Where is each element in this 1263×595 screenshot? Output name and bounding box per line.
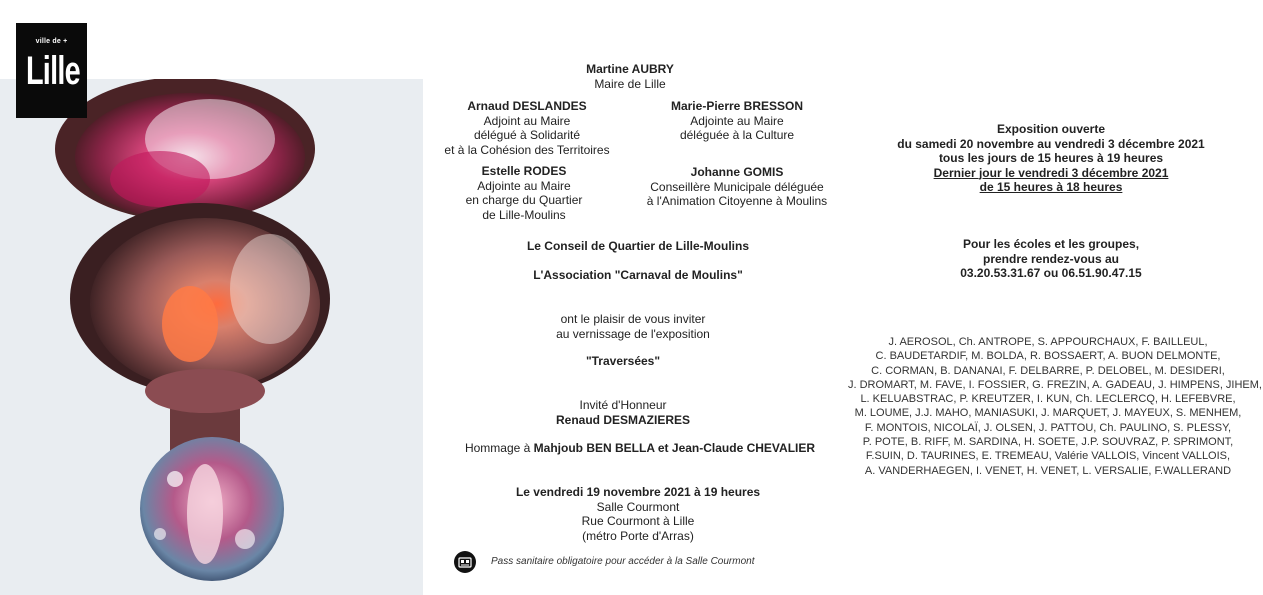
exhibition-title: "Traversées" xyxy=(585,354,661,368)
opening-line: du samedi 20 novembre au vendredi 3 décembre 2021 xyxy=(897,136,1205,151)
artists-line: F. MONTOIS, NICOLAÏ, J. OLSEN, J. PATTOU, Ch. PAULINO, S. PLESSY, xyxy=(864,421,1232,434)
groups-block xyxy=(926,237,1176,281)
deputy-line: en charge du Quartier xyxy=(465,193,583,207)
mayor-block xyxy=(570,62,690,91)
lille-logo xyxy=(16,23,87,118)
guest-name: Renaud DESMAZIERES xyxy=(555,412,690,427)
artists-line: L. KELUABSTRAC, P. KREUTZER, I. KUN, Ch. LECLERCQ, H. LEFEBVRE, xyxy=(860,393,1236,406)
guest-block xyxy=(543,398,703,427)
deputy-line: de Lille-Moulins xyxy=(482,207,566,222)
deputy-deslandes xyxy=(427,99,627,157)
last-day-line: Dernier jour le vendredi 3 décembre 2021 xyxy=(933,165,1169,180)
deputy-name: Arnaud DESLANDES xyxy=(467,99,587,113)
artists-line: J. AEROSOL, Ch. ANTROPE, S. APPOURCHAUX, F. BAILLEUL, xyxy=(888,336,1208,348)
artwork-image xyxy=(0,79,423,595)
deputy-gomis xyxy=(627,165,847,209)
deputy-name: Johanne GOMIS xyxy=(690,165,784,179)
artists-line: C. BAUDETARDIF, M. BOLDA, R. BOSSAERT, A. BUON DELMONTE, xyxy=(875,350,1221,363)
tribute-prefix: Hommage à xyxy=(464,441,534,455)
artists-list xyxy=(848,335,1262,478)
logo-big-text: Lille xyxy=(25,49,80,93)
deputy-line: Adjointe au Maire xyxy=(477,178,571,193)
deputy-line: Adjoint au Maire xyxy=(483,113,571,128)
deputy-bresson xyxy=(647,99,827,143)
deputy-line: à l'Animation Citoyenne à Moulins xyxy=(646,194,828,208)
invite-line: au vernissage de l'exposition xyxy=(556,326,710,341)
tribute-line xyxy=(440,441,840,456)
venue-line: Salle Courmont xyxy=(596,499,680,514)
association-name: L'Association "Carnaval de Moulins" xyxy=(533,268,743,282)
artists-line: P. POTE, B. RIFF, M. SARDINA, H. SOETE, J.P. SOUVRAZ, P. SPRIMONT, xyxy=(862,436,1234,449)
deputy-line: Conseillère Municipale déléguée xyxy=(650,179,824,194)
artists-line: J. DROMART, M. FAVE, I. FOSSIER, G. FREZIN, A. GADEAU, J. HIMPENS, JIHEM, xyxy=(848,378,1262,391)
deputy-rodes xyxy=(444,164,604,222)
invite-line: ont le plaisir de vous inviter xyxy=(560,312,706,326)
deputy-name: Estelle RODES xyxy=(481,164,567,178)
tribute-names: Mahjoub BEN BELLA et Jean-Claude CHEVALIER xyxy=(533,441,816,455)
venue-line: Rue Courmont à Lille xyxy=(581,514,695,528)
deputy-line: Adjointe au Maire xyxy=(690,113,784,128)
mayor-role: Maire de Lille xyxy=(594,76,666,91)
event-block xyxy=(498,485,778,543)
opening-line: tous les jours de 15 heures à 19 heures xyxy=(938,151,1164,165)
deputy-line: délégué à Solidarité xyxy=(473,128,581,142)
deputy-line: déléguée à la Culture xyxy=(679,128,795,142)
guest-label: Invité d'Honneur xyxy=(579,398,667,412)
deputy-line: et à la Cohésion des Territoires xyxy=(444,142,610,157)
opening-line: Exposition ouverte xyxy=(996,122,1106,136)
groups-line: Pour les écoles et les groupes, xyxy=(962,237,1140,251)
venue-line: (métro Porte d'Arras) xyxy=(582,528,694,543)
artists-line: C. CORMAN, B. DANANAI, F. DELBARRE, P. DELOBEL, M. DESIDERI, xyxy=(871,364,1225,377)
artists-line: M. LOUME, J.J. MAHO, MANIASUKI, J. MARQUET, J. MAYEUX, S. MENHEM, xyxy=(854,407,1242,420)
artists-line: F.SUIN, D. TAURINES, E. TREMEAU, Valérie VALLOIS, Vincent VALLOIS, xyxy=(865,450,1231,463)
invitation-text xyxy=(513,312,753,341)
mayor-name: Martine AUBRY xyxy=(586,62,674,76)
opening-block xyxy=(876,122,1226,195)
logo-small-text: ville de + xyxy=(35,38,68,45)
event-date: Le vendredi 19 novembre 2021 à 19 heures xyxy=(515,485,761,499)
council-name: Le Conseil de Quartier de Lille-Moulins xyxy=(526,239,750,253)
groups-phone: 03.20.53.31.67 ou 06.51.90.47.15 xyxy=(960,266,1142,280)
deputy-name: Marie-Pierre BRESSON xyxy=(670,99,804,113)
pass-sanitaire-icon xyxy=(454,551,476,573)
pass-notice: Pass sanitaire obligatoire pour accéder à la Salle Courmont xyxy=(491,556,755,567)
last-day-hours: de 15 heures à 18 heures xyxy=(979,180,1123,194)
groups-line: prendre rendez-vous au xyxy=(982,251,1120,266)
artists-line: A. VANDERHAEGEN, I. VENET, H. VENET, L. VERSALIE, F.WALLERAND xyxy=(864,464,1232,477)
